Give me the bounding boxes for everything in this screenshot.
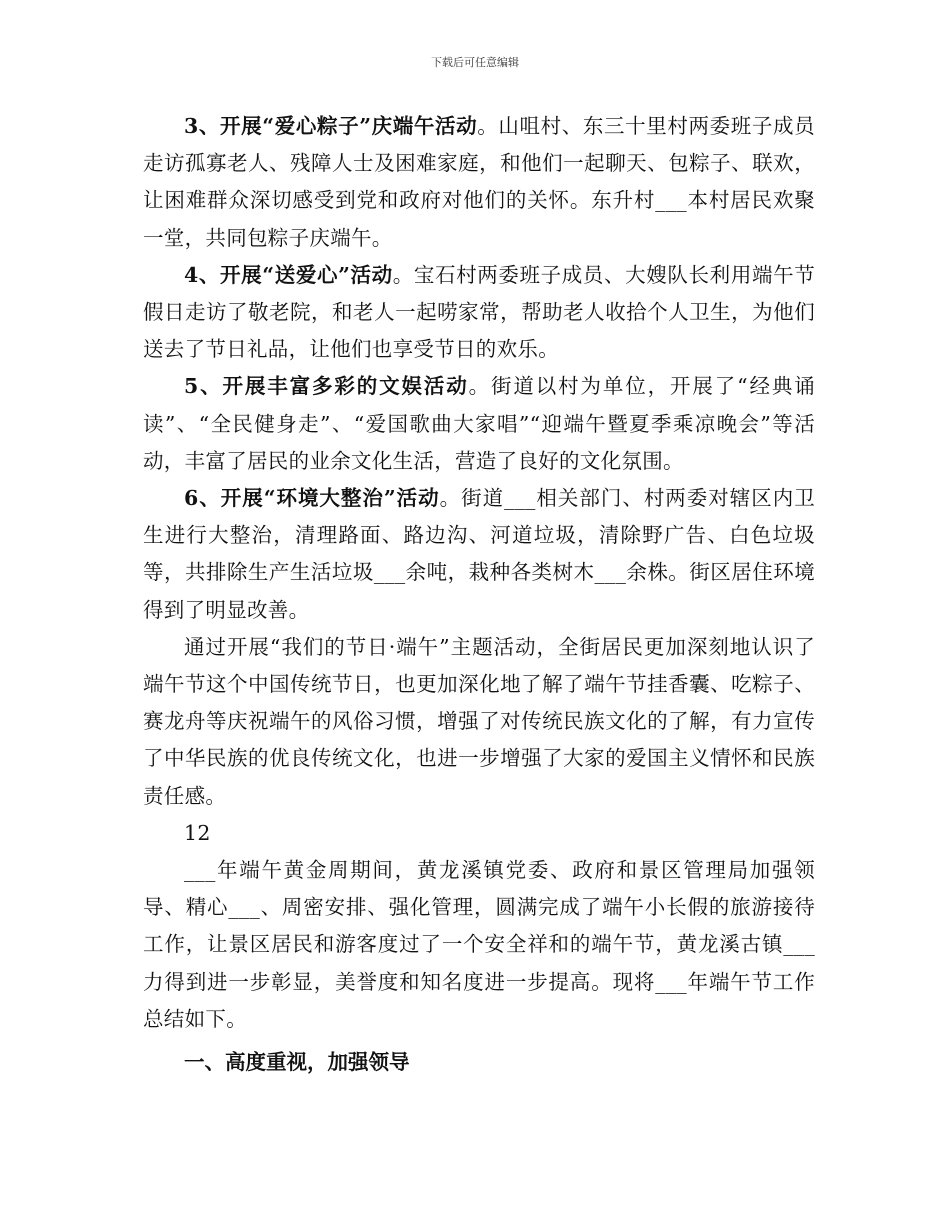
paragraph-text: 。宝石村两委班子成员、大嫂队长利用端午节假日走访了敬老院，和老人一起唠家常，帮助老人收拾个人卫生，为他们送去了节日礼品，让他们也享受节日的欢乐。 xyxy=(143,262,815,362)
paragraph-lead: 4、开展“送爱心”活动 xyxy=(184,262,393,287)
paragraph-intro xyxy=(143,852,815,1038)
paragraph-text: ___年端午黄金周期间，黄龙溪镇党委、政府和景区管理局加强领导、精心___、周密安排、强化管理，圆满完成了端午小长假的旅游接待工作，让景区居民和游客度过了一个安全祥和的端午节，黄龙溪古镇___力得到进一步彰显，美誉度和知名度进一步提高。现将___年端午节工作总结如下。 xyxy=(143,858,815,1031)
paragraph-activity-4 xyxy=(143,257,815,369)
section-heading: 一、高度重视，加强领导 xyxy=(184,1050,410,1075)
paragraph-lead: 6、开展“环境大整治”活动 xyxy=(184,486,440,511)
paragraph-text: 。山咀村、东三十里村两委班子成员走访孤寡老人、残障人士及困难家庭，和他们一起聊天、包粽子、联欢，让困难群众深切感受到党和政府对他们的关怀。东升村___本村居民欢聚一堂，共同包粽子庆端午。 xyxy=(143,114,815,250)
page-header: 下载后可任意编辑 xyxy=(431,56,519,69)
paragraph-text: 。街道___相关部门、村两委对辖区内卫生进行大整治，清理路面、路边沟、河道垃圾，清除野广告、白色垃圾等，共排除生产生活垃圾___余吨，栽种各类树木___余株。街区居住环境得到了明显改善。 xyxy=(143,486,815,622)
paragraph-summary xyxy=(143,629,815,815)
section-number xyxy=(143,815,815,852)
paragraph-text: 通过开展“我们的节日·端午”主题活动，全街居民更加深刻地认识了端午节这个中国传统节日，也更加深化地了解了端午节挂香囊、吃粽子、赛龙舟等庆祝端午的风俗习惯，增强了对传统民族文化的了解，有力宣传了中华民族的优良传统文化，也进一步增强了大家的爱国主义情怀和民族责任感。 xyxy=(143,634,815,808)
document-body xyxy=(143,108,815,1081)
paragraph-lead: 3、开展“爱心粽子”庆端午活动 xyxy=(184,114,478,138)
paragraph-text: 12 xyxy=(184,820,211,845)
paragraph-text: 。街道以村为单位，开展了“经典诵读”、“全民健身走”、“爱国歌曲大家唱”“迎端午暨夏季乘凉晚会”等活动，丰富了居民的业余文化生活，营造了良好的文化氛围。 xyxy=(143,374,816,473)
paragraph-activity-6 xyxy=(143,480,815,629)
paragraph-activity-3 xyxy=(143,108,815,257)
paragraph-lead: 5、开展丰富多彩的文娱活动 xyxy=(184,374,469,399)
paragraph-activity-5 xyxy=(143,368,815,480)
